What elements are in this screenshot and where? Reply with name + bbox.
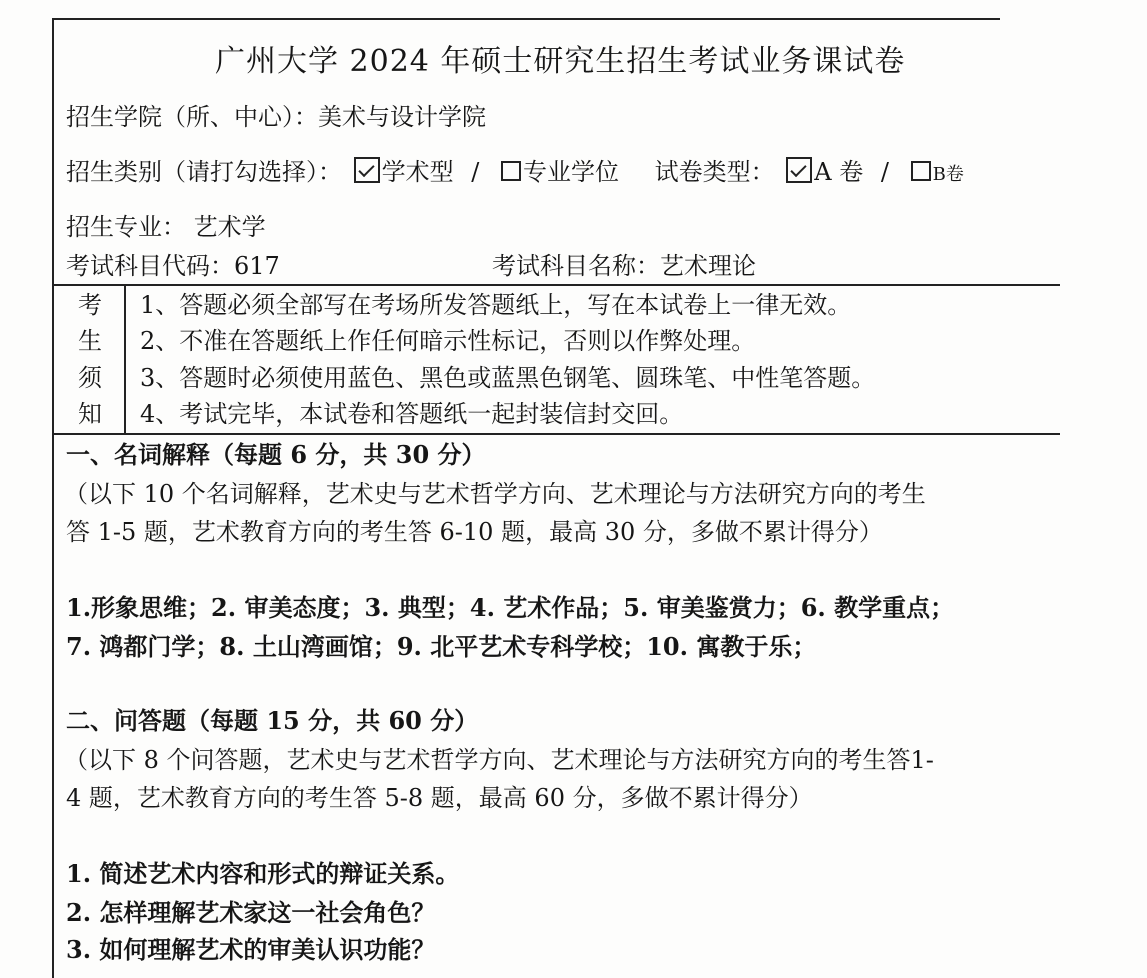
- notes-label-3: 须: [78, 364, 102, 392]
- question-item: 1. 简述艺术内容和形式的辩证关系。: [66, 859, 460, 888]
- notes-bottom-rule: [52, 433, 1060, 435]
- notes-label-2: 生: [78, 327, 102, 355]
- subject-name: 考试科目名称：艺术理论: [492, 252, 756, 280]
- notes-item: 3、答题时必须使用蓝色、黑色或蓝黑色钢笔、圆珠笔、中性笔答题。: [140, 364, 876, 392]
- notes-top-rule: [52, 284, 1060, 286]
- slash-separator: /: [471, 158, 480, 186]
- notes-divider: [124, 285, 126, 433]
- section2-instruction: 4 题，艺术教育方向的考生答 5-8 题，最高 60 分，多做不累计得分）: [66, 784, 813, 812]
- terms-line: 7. 鸿都门学；8. 土山湾画馆；9. 北平艺术专科学校；10. 寓教于乐；: [66, 632, 817, 661]
- professional-option: 专业学位: [523, 158, 620, 186]
- academic-checkbox: [354, 157, 380, 183]
- section1-instruction: 答 1-5 题，艺术教育方向的考生答 6-10 题，最高 30 分，多做不累计得分）: [66, 518, 883, 546]
- section2-heading: 二、问答题（每题 15 分，共 60 分）: [66, 706, 479, 735]
- college-line: 招生学院（所、中心）：美术与设计学院: [66, 103, 486, 131]
- section1-instruction: （以下 10 个名词解释，艺术史与艺术哲学方向、艺术理论与方法研究方向的考生: [64, 480, 926, 508]
- notes-item: 1、答题必须全部写在考场所发答题纸上，写在本试卷上一律无效。: [140, 291, 852, 319]
- notes-item: 2、不准在答题纸上作任何暗示性标记，否则以作弊处理。: [140, 327, 756, 355]
- question-item: 3. 如何理解艺术的审美认识功能？: [66, 935, 436, 964]
- slash-separator-2: /: [880, 158, 889, 186]
- paper-a-checkbox: [786, 157, 812, 183]
- top-border: [52, 18, 1000, 20]
- academic-option: 学术型: [381, 158, 454, 186]
- major-line: 招生专业： 艺术学: [66, 213, 266, 241]
- section1-heading: 一、名词解释（每题 6 分，共 30 分）: [66, 440, 486, 469]
- notes-label-1: 考: [78, 291, 102, 319]
- terms-line: 1.形象思维；2. 审美态度；3. 典型；4. 艺术作品；5. 审美鉴赏力；6. 教学重点；: [66, 593, 955, 622]
- subject-code: 考试科目代码：617: [66, 252, 280, 280]
- professional-checkbox: [501, 161, 521, 181]
- notes-label-4: 知: [78, 400, 102, 428]
- category-label: 招生类别（请打勾选择）：: [66, 158, 342, 186]
- left-border: [52, 18, 54, 978]
- notes-item: 4、考试完毕，本试卷和答题纸一起封装信封交回。: [140, 400, 684, 428]
- paper-b-option: B卷: [932, 164, 964, 185]
- paper-a-option: A 卷: [814, 158, 864, 186]
- section2-instruction: （以下 8 个问答题，艺术史与艺术哲学方向、艺术理论与方法研究方向的考生答1-: [64, 746, 934, 774]
- category-line: [66, 157, 964, 190]
- exam-title: 广州大学 2024 年硕士研究生招生考试业务课试卷: [215, 44, 906, 79]
- question-item: 2. 怎样理解艺术家这一社会角色？: [66, 898, 436, 927]
- paper-b-checkbox: [911, 161, 931, 181]
- paper-type-label: 试卷类型：: [654, 158, 775, 186]
